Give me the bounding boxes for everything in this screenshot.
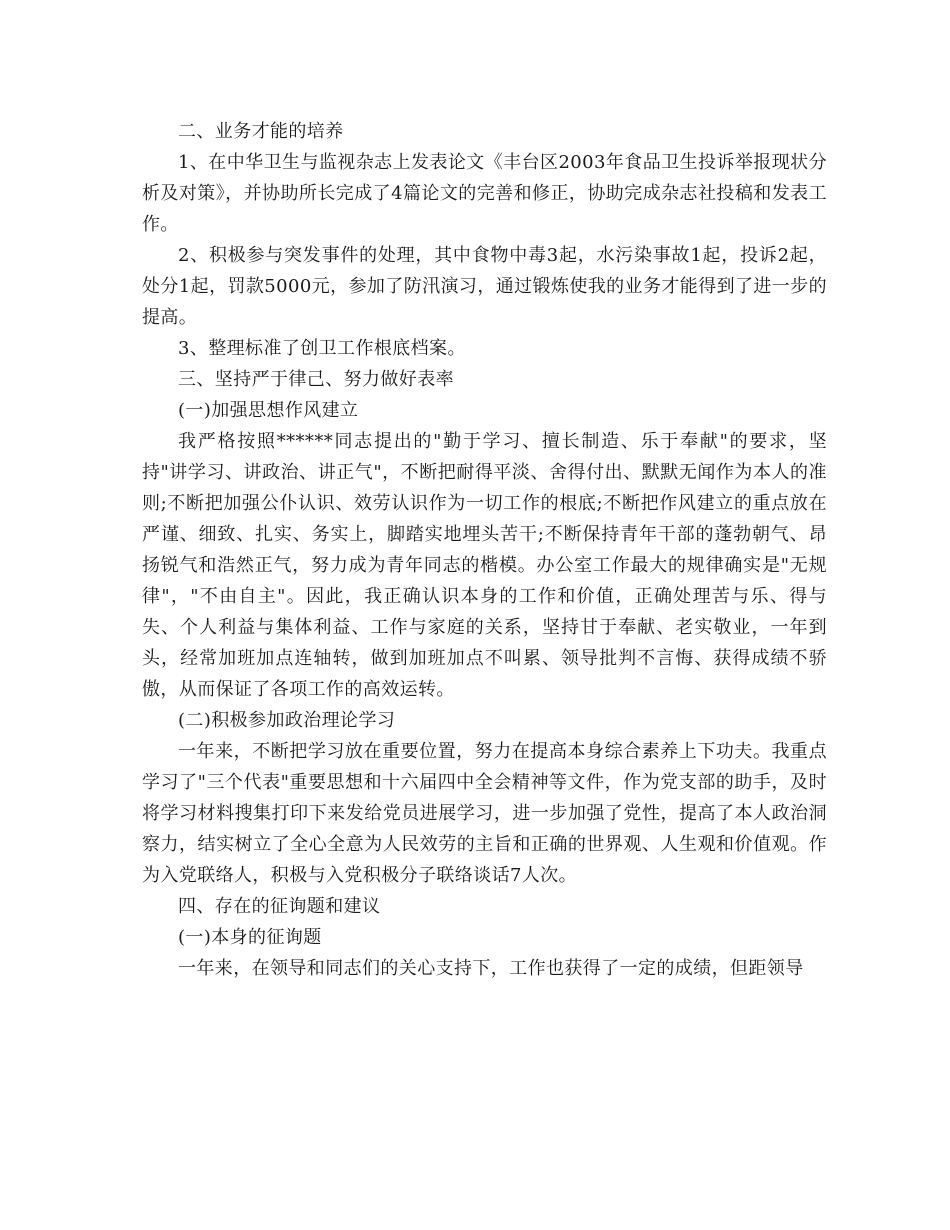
subheading-political-study: (二)积极参加政治理论学习 — [178, 710, 396, 731]
paragraph-own-problems: 一年来，在领导和同志们的关心支持下，工作也获得了一定的成绩，但距领导 — [178, 958, 804, 979]
subheading-work-style: (一)加强思想作风建立 — [178, 400, 359, 421]
paragraph-archive: 3、整理标准了创卫工作根底档案。 — [178, 338, 466, 359]
section-heading-self-discipline: 三、坚持严于律己、努力做好表率 — [178, 369, 454, 390]
section-heading-business-skills: 二、业务才能的培养 — [178, 121, 344, 142]
document-body — [142, 116, 827, 984]
paragraph-political-study: 一年来，不断把学习放在重要位置，努力在提高本身综合素养上下功夫。我重点学习了"三个代表"重要思想和十六届四中全会精神等文件，作为党支部的助手，及时将学习材料搜集打印下来发给党员进展学习，进一步加强了党性，提高了本人政治洞察力，结实树立了全心全意为人民效劳的主旨和正确的世界观、人生观和价值观。作为入党联络人，积极与入党积极分子联络谈话7人次。 — [142, 741, 827, 886]
paragraph-work-style: 我严格按照******同志提出的"勤于学习、擅长制造、乐于奉献"的要求，坚持"讲学习、讲政治、讲正气"，不断把耐得平淡、舍得付出、默默无闻作为本人的准则;不断把加强公仆认识、效劳认识作为一切工作的根底;不断把作风建立的重点放在严谨、细致、扎实、务实上，脚踏实地埋头苦干;不断保持青年干部的蓬勃朝气、昂扬锐气和浩然正气，努力成为青年同志的楷模。办公室工作最大的规律确实是"无规律"，"不由自主"。因此，我正确认识本身的工作和价值，正确处理苦与乐、得与失、个人利益与集体利益、工作与家庭的关系，坚持甘于奉献、老实敬业，一年到头，经常加班加点连轴转，做到加班加点不叫累、领导批判不言悔、获得成绩不骄傲，从而保证了各项工作的高效运转。 — [142, 431, 827, 700]
paragraph-paper-publication: 1、在中华卫生与监视杂志上发表论文《丰台区2003年食品卫生投诉举报现状分析及对策》，并协助所长完成了4篇论文的完善和修正，协助完成杂志社投稿和发表工作。 — [142, 152, 827, 235]
paragraph-emergency-handling: 2、积极参与突发事件的处理，其中食物中毒3起，水污染事故1起，投诉2起，处分1起，罚款5000元，参加了防汛演习，通过锻炼使我的业务才能得到了进一步的提高。 — [142, 245, 827, 328]
section-heading-problems: 四、存在的征询题和建议 — [178, 896, 381, 917]
subheading-own-problems: (一)本身的征询题 — [178, 927, 322, 948]
